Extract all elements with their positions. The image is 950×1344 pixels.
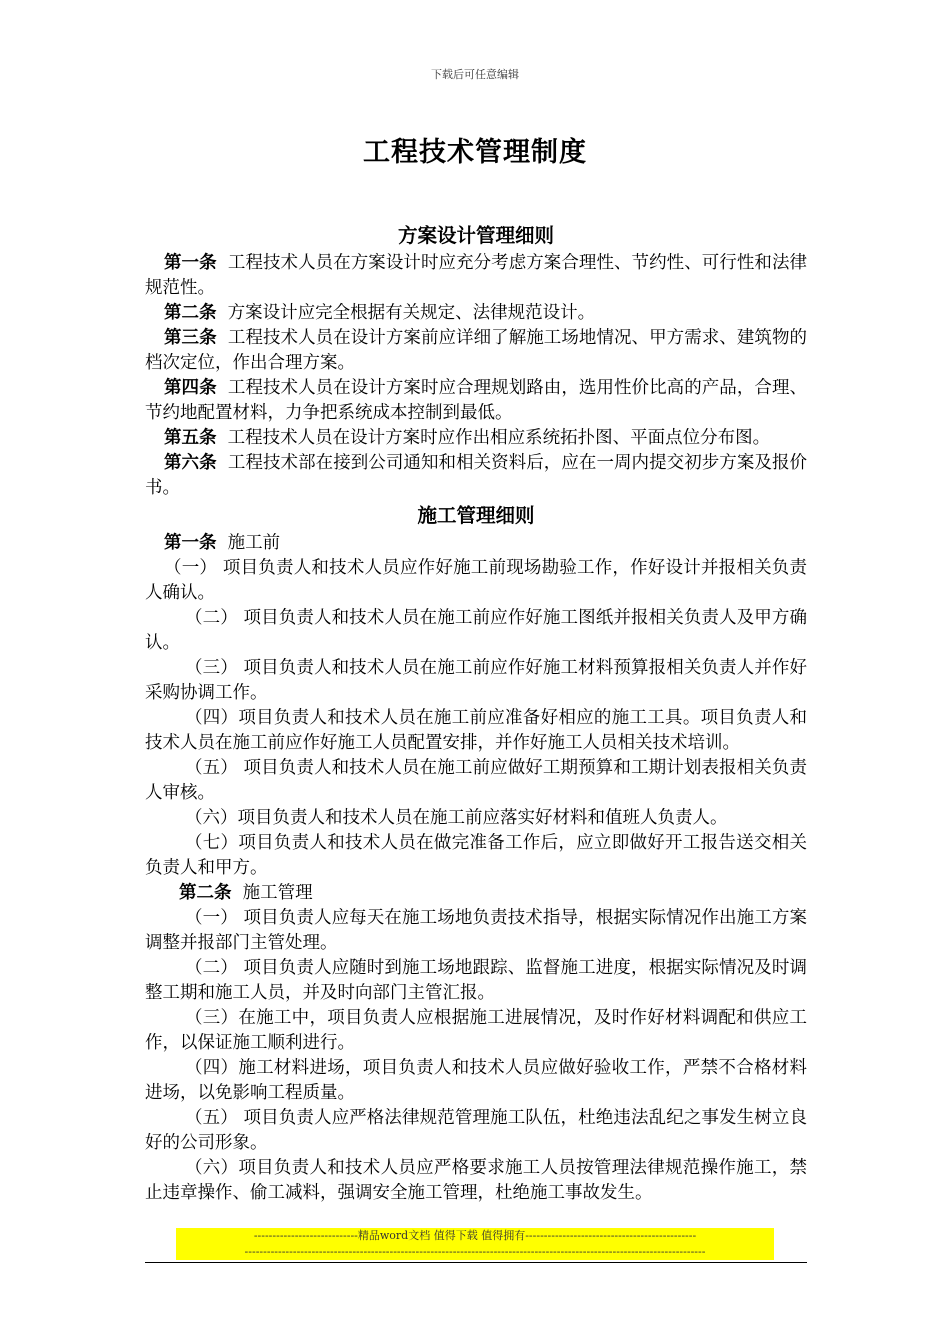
section-heading-construction: 施工管理细则 — [417, 504, 535, 527]
article-label: 第二条 — [164, 303, 217, 323]
list-item: （二） 项目负责人和技术人员在施工前应作好施工图纸并报相关负责人及甲方确认。 — [145, 608, 807, 653]
article-paragraph — [145, 251, 807, 301]
article-paragraph — [145, 426, 807, 451]
article-text: 工程技术部在接到公司通知和相关资料后，应在一周内提交初步方案及报价书。 — [145, 453, 807, 498]
article-text: 方案设计应完全根据有关规定、法律规范设计。 — [227, 303, 596, 323]
article-text: 工程技术人员在设计方案时应作出相应系统拓扑图、平面点位分布图。 — [227, 428, 771, 448]
list-item: （七）项目负责人和技术人员在做完准备工作后，应立即做好开工报告送交相关负责人和甲方。 — [145, 833, 807, 878]
footer-banner — [176, 1228, 774, 1260]
footer-divider — [145, 1262, 807, 1263]
article-text: 工程技术人员在方案设计时应充分考虑方案合理性、节约性、可行性和法律规范性。 — [145, 253, 807, 298]
list-item: （一） 项目负责人和技术人员应作好施工前现场勘验工作，作好设计并报相关负责人确认。 — [145, 558, 807, 603]
header-note: 下载后可任意编辑 — [431, 68, 519, 81]
list-item: （四）施工材料进场，项目负责人和技术人员应做好验收工作，严禁不合格材料进场，以免影响工程质量。 — [145, 1058, 807, 1103]
article-label: 第一条 — [164, 253, 217, 273]
article-label: 第一条 — [164, 533, 217, 553]
document-title: 工程技术管理制度 — [363, 137, 587, 168]
article-paragraph — [145, 376, 807, 426]
article-text: 施工前 — [227, 533, 281, 553]
list-item: （三） 项目负责人和技术人员在施工前应作好施工材料预算报相关负责人并作好采购协调工作。 — [145, 658, 807, 703]
list-item: （五） 项目负责人应严格法律规范管理施工队伍，杜绝违法乱纪之事发生树立良好的公司形象。 — [145, 1108, 807, 1153]
section-heading-design: 方案设计管理细则 — [397, 224, 554, 247]
article-label: 第三条 — [164, 328, 217, 348]
article-paragraph — [145, 301, 807, 326]
list-item: （二） 项目负责人应随时到施工场地跟踪、监督施工进度，根据实际情况及时调整工期和施工人员，并及时向部门主管汇报。 — [145, 958, 807, 1003]
article-paragraph — [145, 881, 807, 906]
article-label: 第五条 — [164, 428, 217, 448]
article-paragraph — [145, 531, 807, 556]
article-paragraph — [145, 326, 807, 376]
article-text: 工程技术人员在设计方案前应详细了解施工场地情况、甲方需求、建筑物的档次定位，作出合理方案。 — [145, 328, 807, 373]
article-label: 第六条 — [164, 453, 217, 473]
article-label: 第四条 — [164, 378, 217, 398]
footer-line-1: ----------------------------精品word文档 值得下载 值得拥有---------------------------------------------- — [253, 1229, 697, 1242]
list-item: （四）项目负责人和技术人员在施工前应准备好相应的施工工具。项目负责人和技术人员在施工前应作好施工人员配置安排，并作好施工人员相关技术培训。 — [145, 708, 807, 753]
document-body — [145, 221, 807, 1206]
list-item: （六）项目负责人和技术人员应严格要求施工人员按管理法律规范操作施工，禁止违章操作、偷工减料，强调安全施工管理，杜绝施工事故发生。 — [145, 1158, 807, 1203]
list-item: （三）在施工中，项目负责人应根据施工进展情况，及时作好材料调配和供应工作，以保证施工顺利进行。 — [145, 1008, 807, 1053]
article-paragraph — [145, 451, 807, 501]
article-text: 工程技术人员在设计方案时应合理规划路由，选用性价比高的产品，合理、节约地配置材料，力争把系统成本控制到最低。 — [145, 378, 807, 423]
list-item: （五） 项目负责人和技术人员在施工前应做好工期预算和工期计划表报相关负责人审核。 — [145, 758, 807, 803]
article-label: 第二条 — [179, 883, 232, 903]
footer-line-2: ---------------------------------------------------------------------------------------------------------------------------- — [244, 1245, 706, 1258]
list-item: （一） 项目负责人应每天在施工场地负责技术指导，根据实际情况作出施工方案调整并报部门主管处理。 — [145, 908, 807, 953]
article-text: 施工管理 — [242, 883, 313, 903]
list-item: （六）项目负责人和技术人员在施工前应落实好材料和值班人负责人。 — [185, 808, 728, 828]
